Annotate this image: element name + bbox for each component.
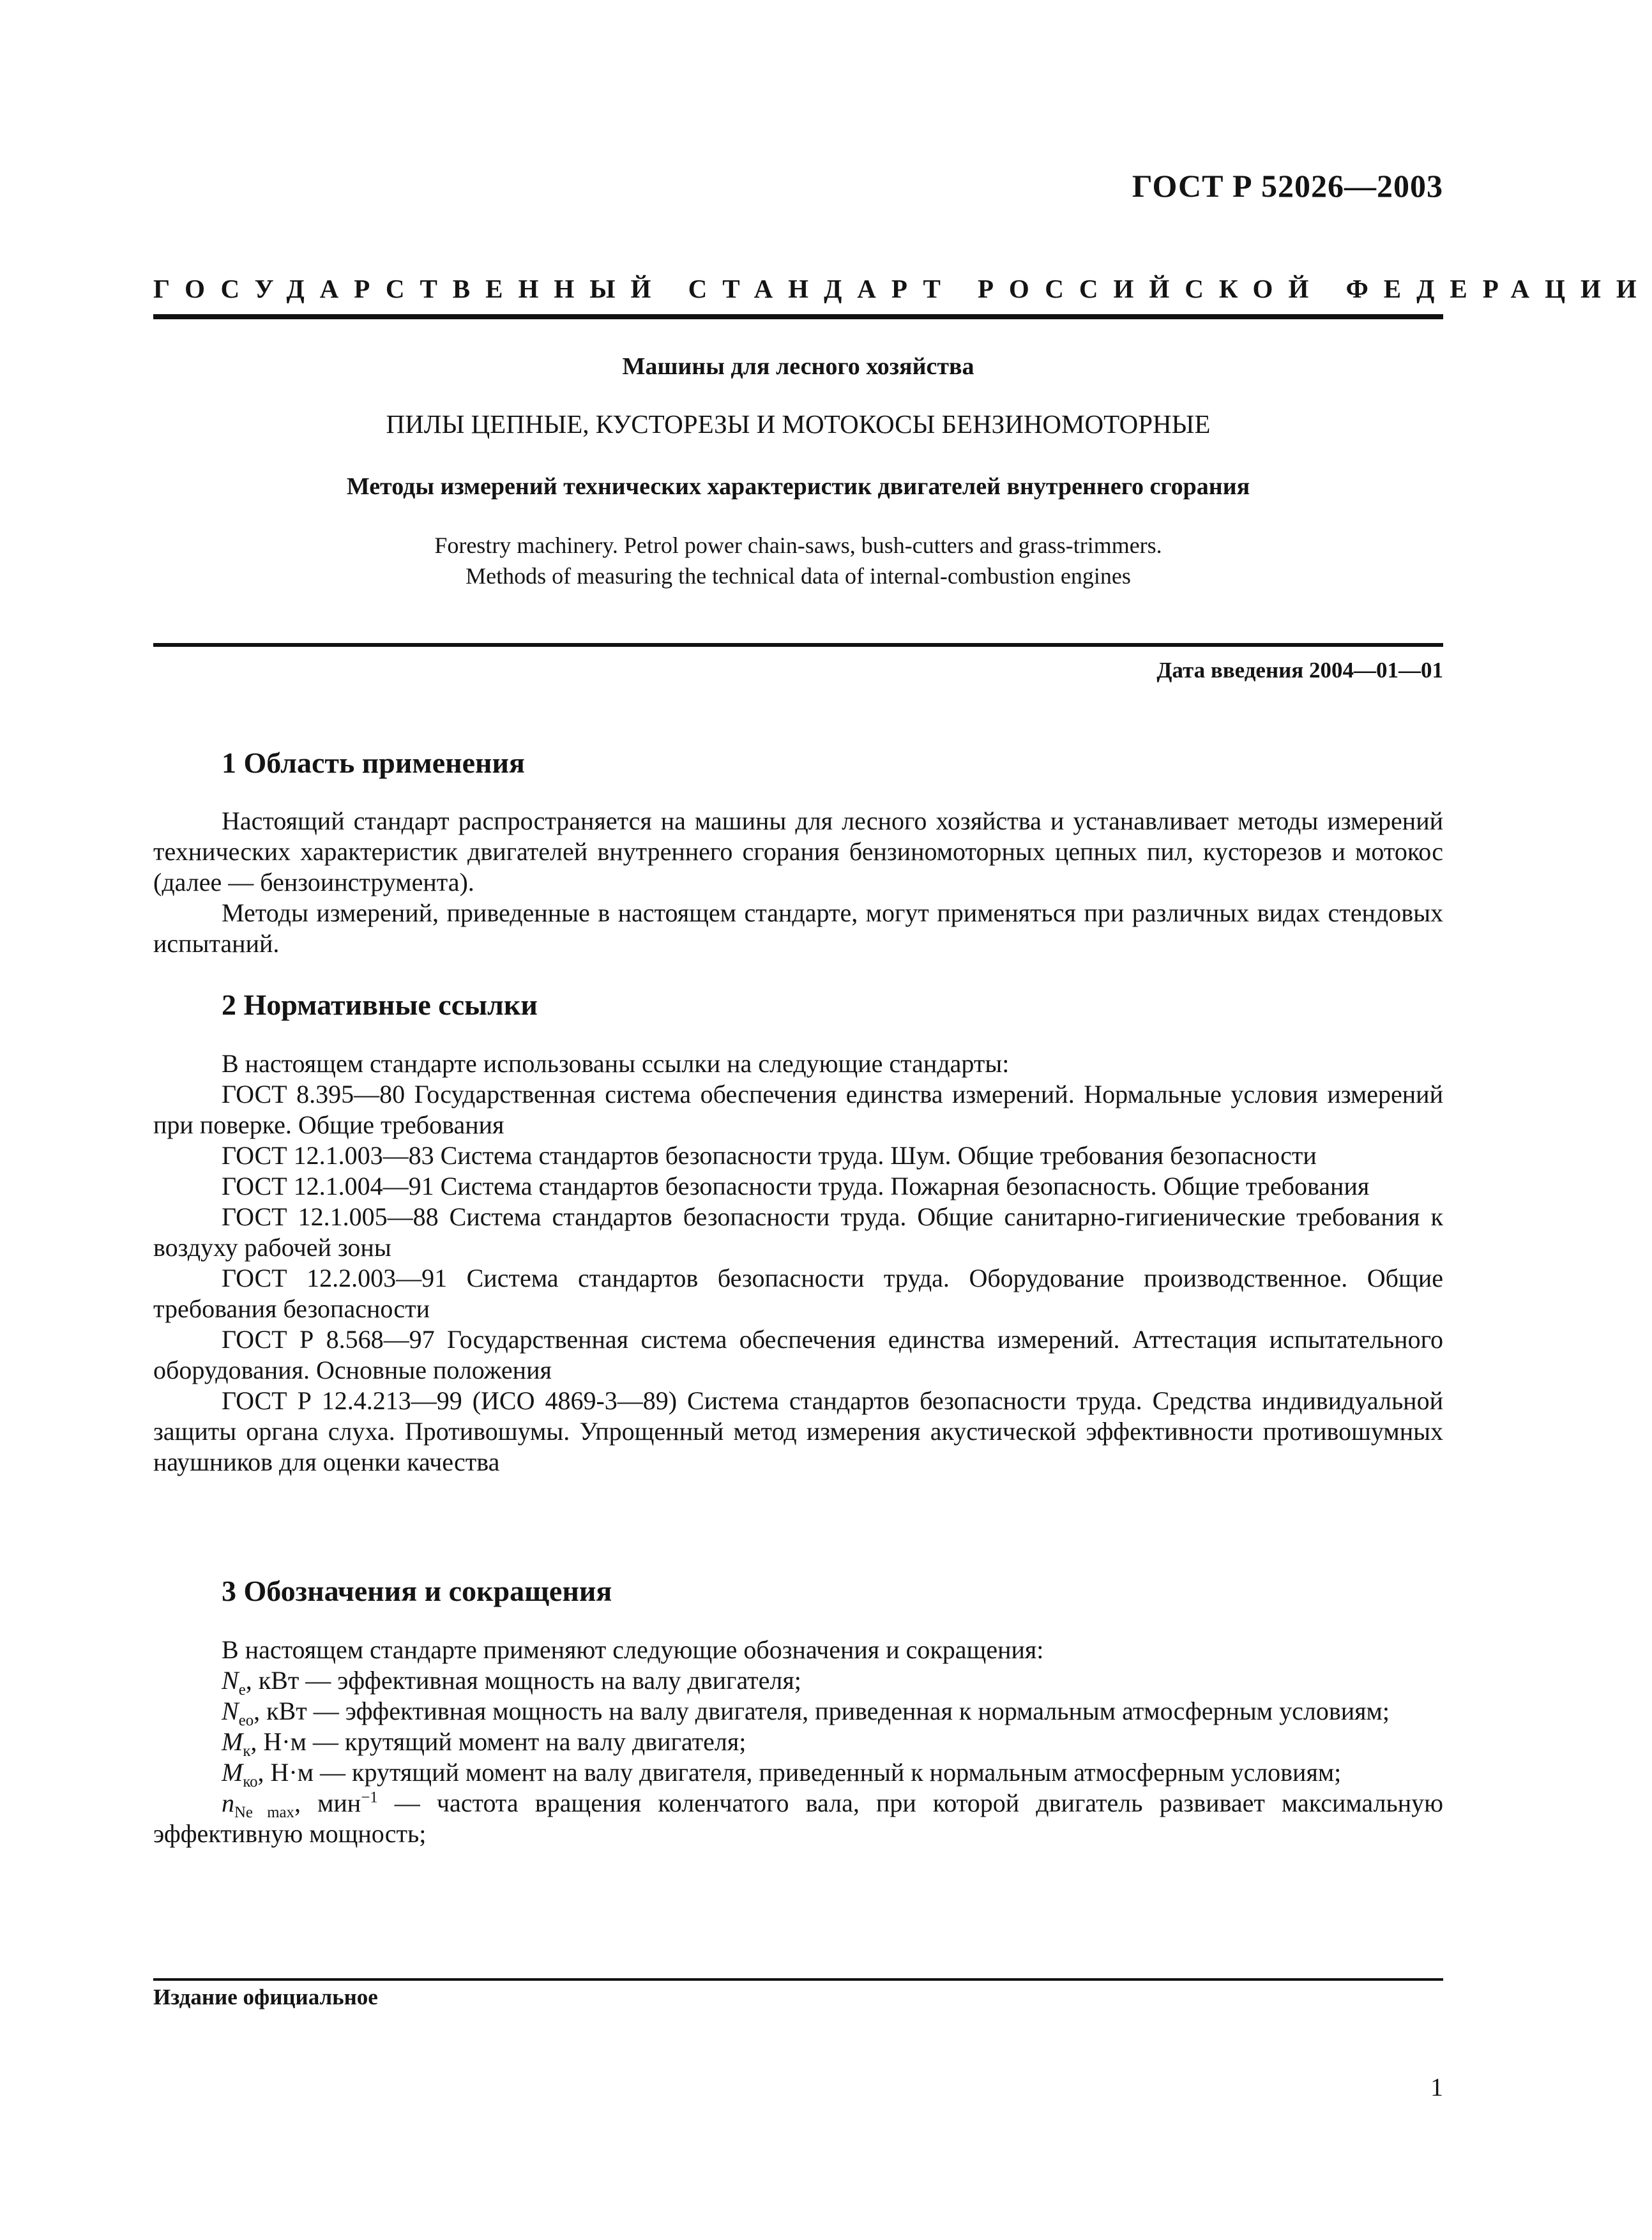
symbol-subscript: ко: [243, 1773, 258, 1790]
section-3-heading: 3 Обозначения и сокращения: [222, 1575, 612, 1607]
section-1-heading: 1 Область применения: [222, 746, 525, 779]
section-1-paragraph: Настоящий стандарт распространяется на машины для лесного хозяйства и устанавливает методы измерений технических характеристик двигателей внутреннего сгорания бензиномоторных цепных пил, кусторезов и мотокос (далее — бензоинструмента).: [153, 806, 1443, 897]
references-intro: В настоящем стандарте использованы ссылки на следующие стандарты:: [222, 1049, 1010, 1078]
english-title-line-1: Forestry machinery. Petrol power chain-saws, bush-cutters and grass-trimmers.: [434, 533, 1162, 558]
section-2-heading: 2 Нормативные ссылки: [222, 988, 538, 1021]
section-3-body: [153, 1635, 1443, 1849]
state-standard-banner: ГОСУДАРСТВЕННЫЙ СТАНДАРТ РОССИЙСКОЙ ФЕДЕРАЦИИ: [153, 274, 1652, 303]
reference-item: ГОСТ 12.2.003—91 Система стандартов безопасности труда. Оборудование производственное. Общие требования безопасности: [153, 1264, 1443, 1323]
symbol-text: , кВт — эффективная мощность на валу двигателя, приведенная к нормальным атмосферным условиям;: [254, 1697, 1390, 1725]
reference-item: ГОСТ 8.395—80 Государственная система обеспечения единства измерений. Нормальные условия измерений при поверке. Общие требования: [153, 1080, 1443, 1139]
reference-item: ГОСТ 12.1.005—88 Система стандартов безопасности труда. Общие санитарно-гигиенические требования к воздуху рабочей зоны: [153, 1202, 1443, 1262]
symbol-unit: , мин: [294, 1789, 361, 1817]
symbol: M: [222, 1727, 243, 1756]
symbol-text: — частота вращения коленчатого вала, при которой двигатель развивает максимальную эффективную мощность;: [153, 1789, 1444, 1848]
document-subtitle: Методы измерений технических характеристик двигателей внутреннего сгорания: [346, 473, 1250, 500]
edition-label: Издание официальное: [153, 1985, 378, 2009]
symbol-subscript: e: [238, 1681, 246, 1699]
introduction-date: Дата введения 2004—01—01: [1156, 658, 1443, 683]
symbol-definition: [153, 1727, 1443, 1760]
symbol: M: [222, 1758, 243, 1787]
symbol-text: , Н·м — крутящий момент на валу двигателя;: [250, 1727, 746, 1756]
symbol-unit-superscript: −1: [361, 1789, 378, 1806]
section-1-body: [153, 806, 1443, 959]
symbols-intro: В настоящем стандарте применяют следующие обозначения и сокращения:: [222, 1635, 1044, 1664]
subject-line: Машины для лесного хозяйства: [622, 353, 974, 380]
symbol-subscript: eo: [238, 1712, 254, 1729]
symbol-definition: [153, 1757, 1443, 1788]
reference-item: ГОСТ Р 8.568—97 Государственная система обеспечения единства измерений. Аттестация испытательного оборудования. Основные положения: [153, 1325, 1443, 1384]
symbol-text: , Н·м — крутящий момент на валу двигателя, приведенный к нормальным атмосферным условиям;: [257, 1758, 1342, 1787]
reference-item: ГОСТ 12.1.004—91 Система стандартов безопасности труда. Пожарная безопасность. Общие требования: [222, 1172, 1370, 1200]
title-block-rule: [153, 643, 1443, 647]
footer-rule: [153, 1978, 1443, 1981]
reference-item: ГОСТ 12.1.003—83 Система стандартов безопасности труда. Шум. Общие требования безопасности: [222, 1141, 1317, 1170]
symbol-subscript: Ne max: [234, 1804, 294, 1821]
english-title: [153, 530, 1443, 591]
symbol: n: [222, 1789, 234, 1817]
symbol-definition: [153, 1665, 1443, 1699]
section-1-paragraph: Методы измерений, приведенные в настоящем стандарте, могут применяться при различных видах стендовых испытаний.: [153, 898, 1443, 958]
symbol-definition: [153, 1696, 1443, 1727]
section-2-body: [153, 1048, 1443, 1478]
reference-item: ГОСТ Р 12.4.213—99 (ИСО 4869-3—89) Система стандартов безопасности труда. Средства индивидуальной защиты органа слуха. Противошумы. Упрощенный метод измерения акустической эффективности противошумных наушников для оценки качества: [153, 1386, 1443, 1476]
symbol-text: , кВт — эффективная мощность на валу двигателя;: [245, 1666, 801, 1695]
english-title-line-2: Methods of measuring the technical data of internal-combustion engines: [466, 563, 1131, 589]
standard-code: ГОСТ Р 52026—2003: [1132, 168, 1443, 204]
document-title: ПИЛЫ ЦЕПНЫЕ, КУСТОРЕЗЫ И МОТОКОСЫ БЕНЗИНОМОТОРНЫЕ: [386, 409, 1211, 439]
symbol-subscript: к: [243, 1743, 251, 1760]
symbol: N: [222, 1697, 239, 1725]
header-rule: [153, 314, 1443, 319]
symbol: N: [222, 1666, 239, 1695]
page-number: 1: [1430, 2073, 1443, 2101]
symbol-definition: [153, 1788, 1443, 1849]
